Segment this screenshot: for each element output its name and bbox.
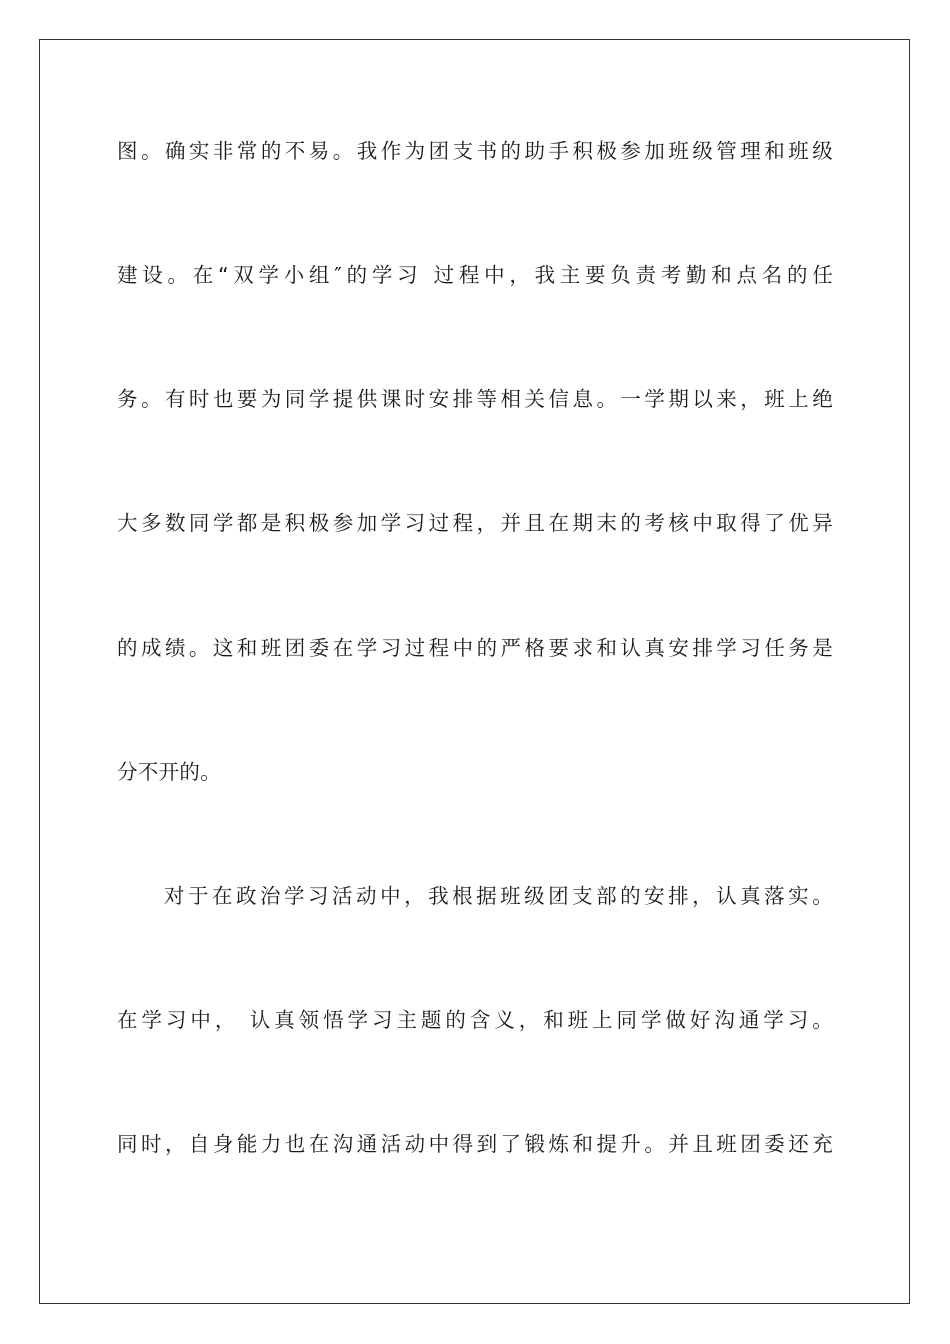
text-line-5: 的成绩。这和班团委在学习过程中的严格要求和认真安排学习任务是 (117, 636, 833, 660)
text-line-7: 对于在政治学习活动中，我根据班级团支部的安排，认真落实。 (164, 884, 833, 908)
text-line-6: 分不开的。 (117, 760, 221, 784)
page-border (39, 39, 910, 1304)
text-line-3: 务。有时也要为同学提供课时安排等相关信息。一学期以来，班上绝 (117, 387, 833, 411)
text-line-4: 大多数同学都是积极参加学习过程，并且在期末的考核中取得了优异 (117, 511, 833, 535)
text-line-9: 同时，自身能力也在沟通活动中得到了锻炼和提升。并且班团委还充 (117, 1132, 833, 1156)
text-line-2: 建设。在“双学小组″的学习 过程中，我主要负责考勤和点名的任 (117, 263, 833, 287)
text-line-1: 图。确实非常的不易。我作为团支书的助手积极参加班级管理和班级 (117, 139, 833, 163)
text-line-8: 在学习中， 认真领悟学习主题的含义，和班上同学做好沟通学习。 (117, 1008, 833, 1032)
